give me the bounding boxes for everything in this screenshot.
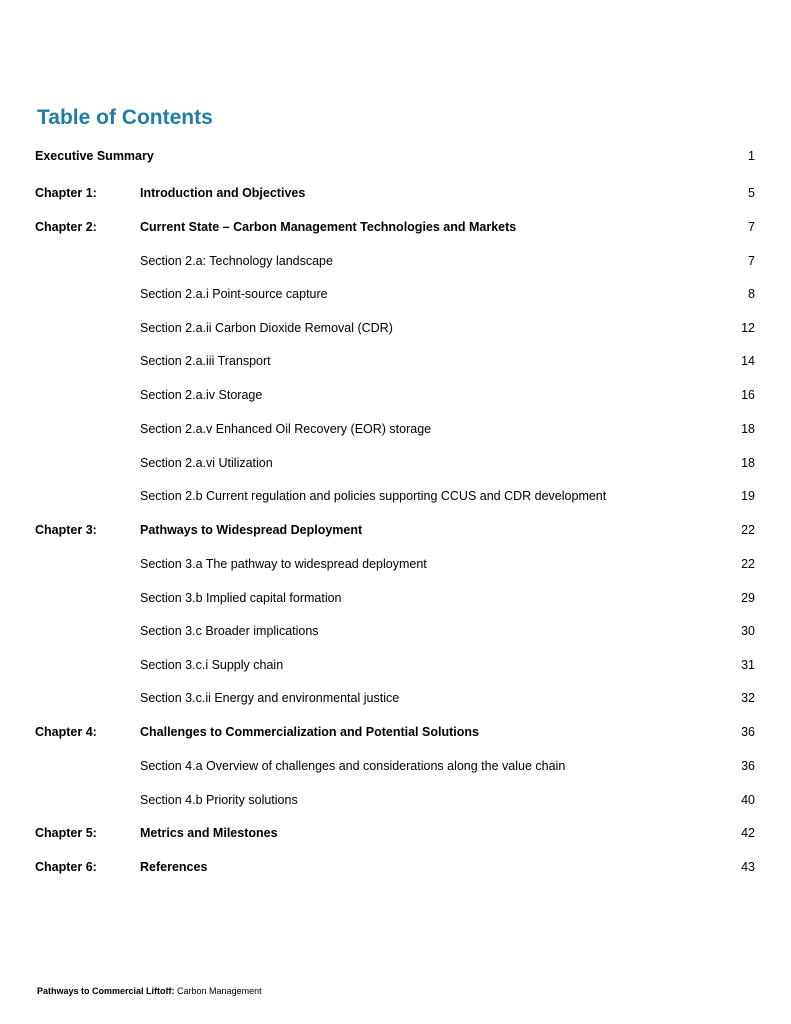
- toc-entry-executive-summary[interactable]: [0, 147, 791, 165]
- toc-entry-page: 19: [741, 489, 755, 503]
- toc-entry-page: 22: [741, 523, 755, 537]
- toc-entry-text: Section 2.a.vi Utilization: [140, 456, 273, 470]
- toc-entry-text: Section 4.b Priority solutions: [140, 793, 298, 807]
- page-footer: [37, 985, 262, 997]
- footer-subtitle: Carbon Management: [174, 986, 262, 996]
- toc-entry-text: Introduction and Objectives: [140, 186, 306, 200]
- toc-entry-page: 40: [741, 793, 755, 807]
- toc-entry-text: Section 2.a.v Enhanced Oil Recovery (EOR) storage: [140, 422, 432, 436]
- toc-entry-section[interactable]: [0, 487, 791, 505]
- toc-entry-text: Executive Summary: [35, 149, 154, 163]
- toc-entry-page: 36: [741, 725, 755, 739]
- toc-entry-section[interactable]: [0, 757, 791, 775]
- toc-entry-page: 22: [741, 557, 755, 571]
- toc-entry-page: 12: [741, 321, 755, 335]
- toc-entry-text: Section 3.c.ii Energy and environmental justice: [140, 691, 400, 705]
- toc-entry-page: 5: [748, 186, 755, 200]
- toc-entry-page: 36: [741, 759, 755, 773]
- toc-entry-text: Metrics and Milestones: [140, 826, 278, 840]
- page-title: Table of Contents: [37, 106, 213, 129]
- toc-entry-text: Section 2.a: Technology landscape: [140, 254, 333, 268]
- toc-entry-section[interactable]: [0, 689, 791, 707]
- toc-entry-page: 7: [748, 220, 755, 234]
- toc-entry-page: 32: [741, 691, 755, 705]
- toc-entry-text: Section 2.a.iii Transport: [140, 354, 271, 368]
- toc-entry-section[interactable]: [0, 656, 791, 674]
- toc-entry-text: References: [140, 860, 208, 874]
- toc-entry-page: 8: [748, 287, 755, 301]
- toc-entry-section[interactable]: [0, 589, 791, 607]
- toc-entry-section[interactable]: [0, 454, 791, 472]
- toc-entry-text: Pathways to Widespread Deployment: [140, 523, 363, 537]
- toc-entry-page: 14: [741, 354, 755, 368]
- toc-entry-text: Section 3.b Implied capital formation: [140, 591, 342, 605]
- toc-entry-text: Section 2.a.i Point-source capture: [140, 287, 328, 301]
- toc-entry-chapter-2[interactable]: [0, 218, 791, 236]
- toc-chapter-label: Chapter 4:: [35, 725, 97, 739]
- toc-chapter-label: Chapter 6:: [35, 860, 97, 874]
- toc-chapter-label: Chapter 1:: [35, 186, 97, 200]
- toc-entry-section[interactable]: [0, 352, 791, 370]
- toc-entry-page: 18: [741, 422, 755, 436]
- toc-entry-section[interactable]: [0, 319, 791, 337]
- toc-entry-text: Section 2.a.iv Storage: [140, 388, 263, 402]
- toc-entry-page: 29: [741, 591, 755, 605]
- toc-entry-section[interactable]: [0, 285, 791, 303]
- toc-entry-page: 1: [748, 149, 755, 163]
- toc-chapter-label: Chapter 5:: [35, 826, 97, 840]
- toc-entry-text: Challenges to Commercialization and Potential Solutions: [140, 725, 479, 739]
- toc-chapter-label: Chapter 2:: [35, 220, 97, 234]
- toc-chapter-label: Chapter 3:: [35, 523, 97, 537]
- toc-entry-text: Section 2.a.ii Carbon Dioxide Removal (CDR): [140, 321, 393, 335]
- toc-entry-chapter-6[interactable]: [0, 858, 791, 876]
- toc-entry-text: Section 2.b Current regulation and policies supporting CCUS and CDR development: [140, 489, 607, 503]
- toc-entry-page: 7: [748, 254, 755, 268]
- toc-entry-section[interactable]: [0, 420, 791, 438]
- toc-entry-text: Section 3.a The pathway to widespread deployment: [140, 557, 427, 571]
- toc-entry-text: Current State – Carbon Management Technologies and Markets: [140, 220, 517, 234]
- toc-entry-section[interactable]: [0, 252, 791, 270]
- toc-entry-page: 30: [741, 624, 755, 638]
- toc-entry-chapter-5[interactable]: [0, 824, 791, 842]
- toc-entry-chapter-4[interactable]: [0, 723, 791, 741]
- toc-entry-text: Section 4.a Overview of challenges and considerations along the value chain: [140, 759, 566, 773]
- toc-entry-section[interactable]: [0, 386, 791, 404]
- footer-title: Pathways to Commercial Liftoff:: [37, 986, 175, 996]
- toc-entry-text: Section 3.c.i Supply chain: [140, 658, 284, 672]
- toc-entry-chapter-3[interactable]: [0, 521, 791, 539]
- toc-entry-page: 42: [741, 826, 755, 840]
- toc-entry-text: Section 3.c Broader implications: [140, 624, 319, 638]
- toc-entry-section[interactable]: [0, 555, 791, 573]
- toc-entry-section[interactable]: [0, 622, 791, 640]
- toc-entry-page: 16: [741, 388, 755, 402]
- toc-entry-page: 43: [741, 860, 755, 874]
- toc-entry-section[interactable]: [0, 791, 791, 809]
- toc-entry-page: 31: [741, 658, 755, 672]
- toc-entry-chapter-1[interactable]: [0, 184, 791, 202]
- toc-entry-page: 18: [741, 456, 755, 470]
